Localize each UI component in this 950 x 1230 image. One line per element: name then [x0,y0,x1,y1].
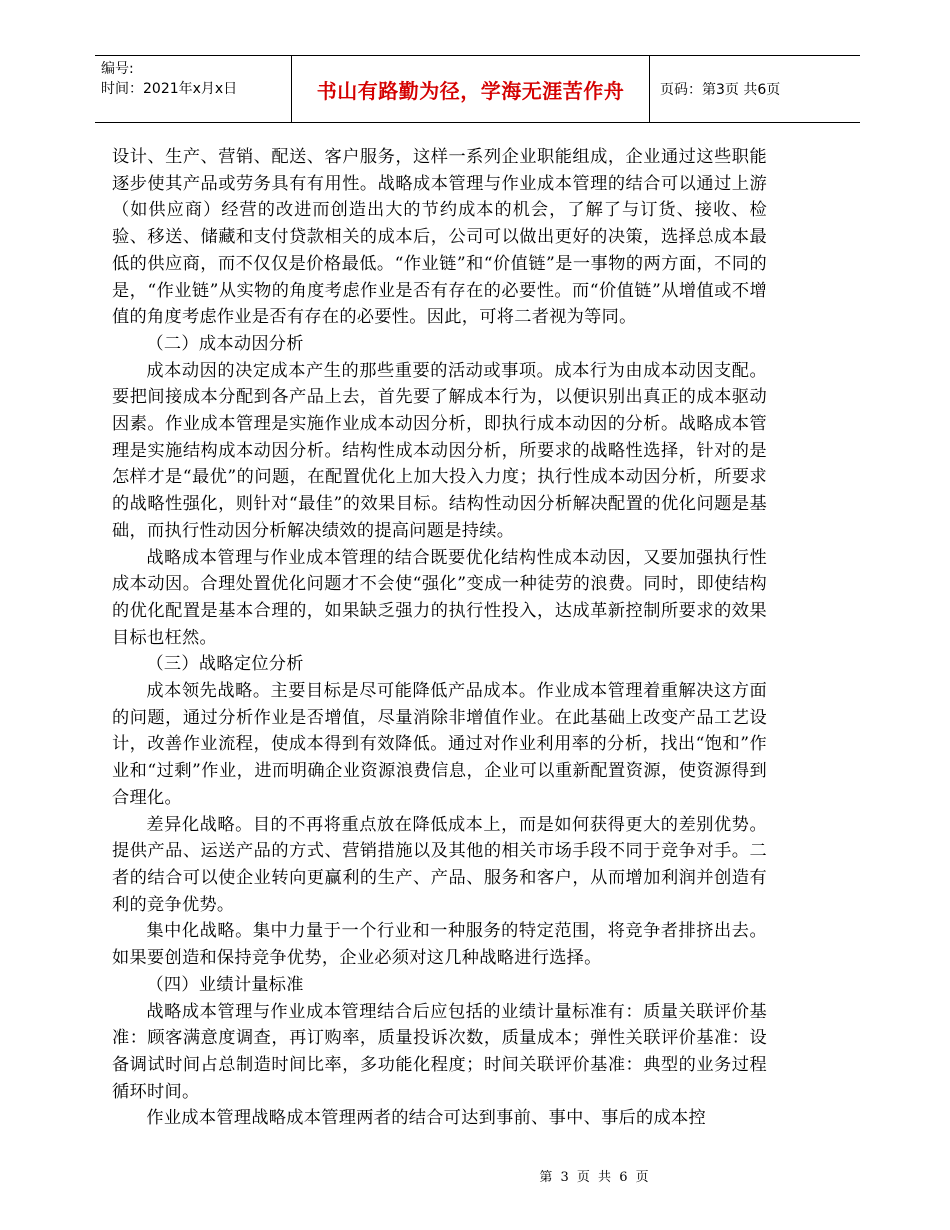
body-text [112,144,767,1132]
header-page-info: 页码：第3页 共6页 [660,82,781,98]
header-meta [95,56,291,122]
paragraph-combination: 战略成本管理与作业成本管理的结合既要优化结构性成本动因，又要加强执行性成本动因。合理处置优化问题才不会使“强化”变成一种徒劳的浪费。同时，即使结构的优化配置是基本合理的，如果缺乏强力的执行性投入，达成革新控制所要求的效果目标也枉然。 [112,547,767,648]
paragraph-focus-strategy: 集中化战略。集中力量于一个行业和一种服务的特定范围，将竞争者排挤出去。如果要创造和保持竞争优势，企业必须对这几种战略进行选择。 [112,921,767,969]
footer-page-number: 第 3 页 共 6 页 [539,1170,651,1185]
paragraph-value-chain: 设计、生产、营销、配送、客户服务，这样一系列企业职能组成，企业通过这些职能逐步使其产品或劳务具有有用性。战略成本管理与作业成本管理的结合可以通过上游（如供应商）经营的改进而创造出大的节约成本的机会，了解了与订货、接收、检验、移送、储藏和支付贷款相关的成本后，公司可以做出更好的决策，选择总成本最低的供应商，而不仅仅是价格最低。“作业链”和“价值链”是一事物的两方面，不同的是，“作业链”从实物的角度考虑作业是否有存在的必要性。而“价值链”从增值或不增值的角度考虑作业是否有存在的必要性。因此，可将二者视为等同。 [112,147,767,328]
document-number-label: 编号: [101,61,134,77]
document-date: 时间：2021年x月x日 [101,81,238,97]
paragraph-differentiation: 差异化战略。目的不再将重点放在降低成本上，而是如何获得更大的差别优势。提供产品、运送产品的方式、营销措施以及其他的相关市场手段不同于竞争对手。二者的结合可以使企业转向更赢利的生产、产品、服务和客户，从而增加利润并创造有利的竞争优势。 [112,814,767,915]
page-header [95,55,860,123]
header-motto: 书山有路勤为径，学海无涯苦作舟 [291,56,650,122]
section-heading-strategic-positioning: （三）战略定位分析 [146,654,304,675]
paragraph-cost-leadership: 成本领先战略。主要目标是尽可能降低产品成本。作业成本管理着重解决这方面的问题，通过分析作业是否增值，尽量消除非增值作业。在此基础上改变产品工艺设计，改善作业流程，使成本得到有效降低。通过对作业利用率的分析，找出“饱和”作业和“过剩”作业，进而明确企业资源浪费信息，企业可以重新配置资源，使资源得到合理化。 [112,681,767,808]
paragraph-conclusion-start: 作业成本管理战略成本管理两者的结合可达到事前、事中、事后的成本控 [146,1108,706,1129]
section-heading-performance-metrics: （四）业绩计量标准 [146,974,304,995]
paragraph-cost-driver: 成本动因的决定成本产生的那些重要的活动或事项。成本行为由成本动因支配。要把间接成本分配到各产品上去，首先要了解成本行为，以便识别出真正的成本驱动因素。作业成本管理是实施作业成本动因分析，即执行成本动因的分析。战略成本管理是实施结构成本动因分析。结构性成本动因分析，所要求的战略性选择，针对的是怎样才是“最优”的问题，在配置优化上加大投入力度；执行性成本动因分析，所要求的战略性强化，则针对“最佳”的效果目标。结构性动因分析解决配置的优化问题是基础，而执行性动因分析解决绩效的提高问题是持续。 [112,360,767,541]
page-footer [0,1166,950,1185]
paragraph-performance-metrics: 战略成本管理与作业成本管理结合后应包括的业绩计量标准有：质量关联评价基准：顾客满意度调查，再订购率，质量投诉次数，质量成本；弹性关联评价基准：设备调试时间占总制造时间比率，多功能化程度；时间关联评价基准：典型的业务过程循环时间。 [112,1001,767,1102]
section-heading-cost-driver: （二）成本动因分析 [146,333,304,354]
